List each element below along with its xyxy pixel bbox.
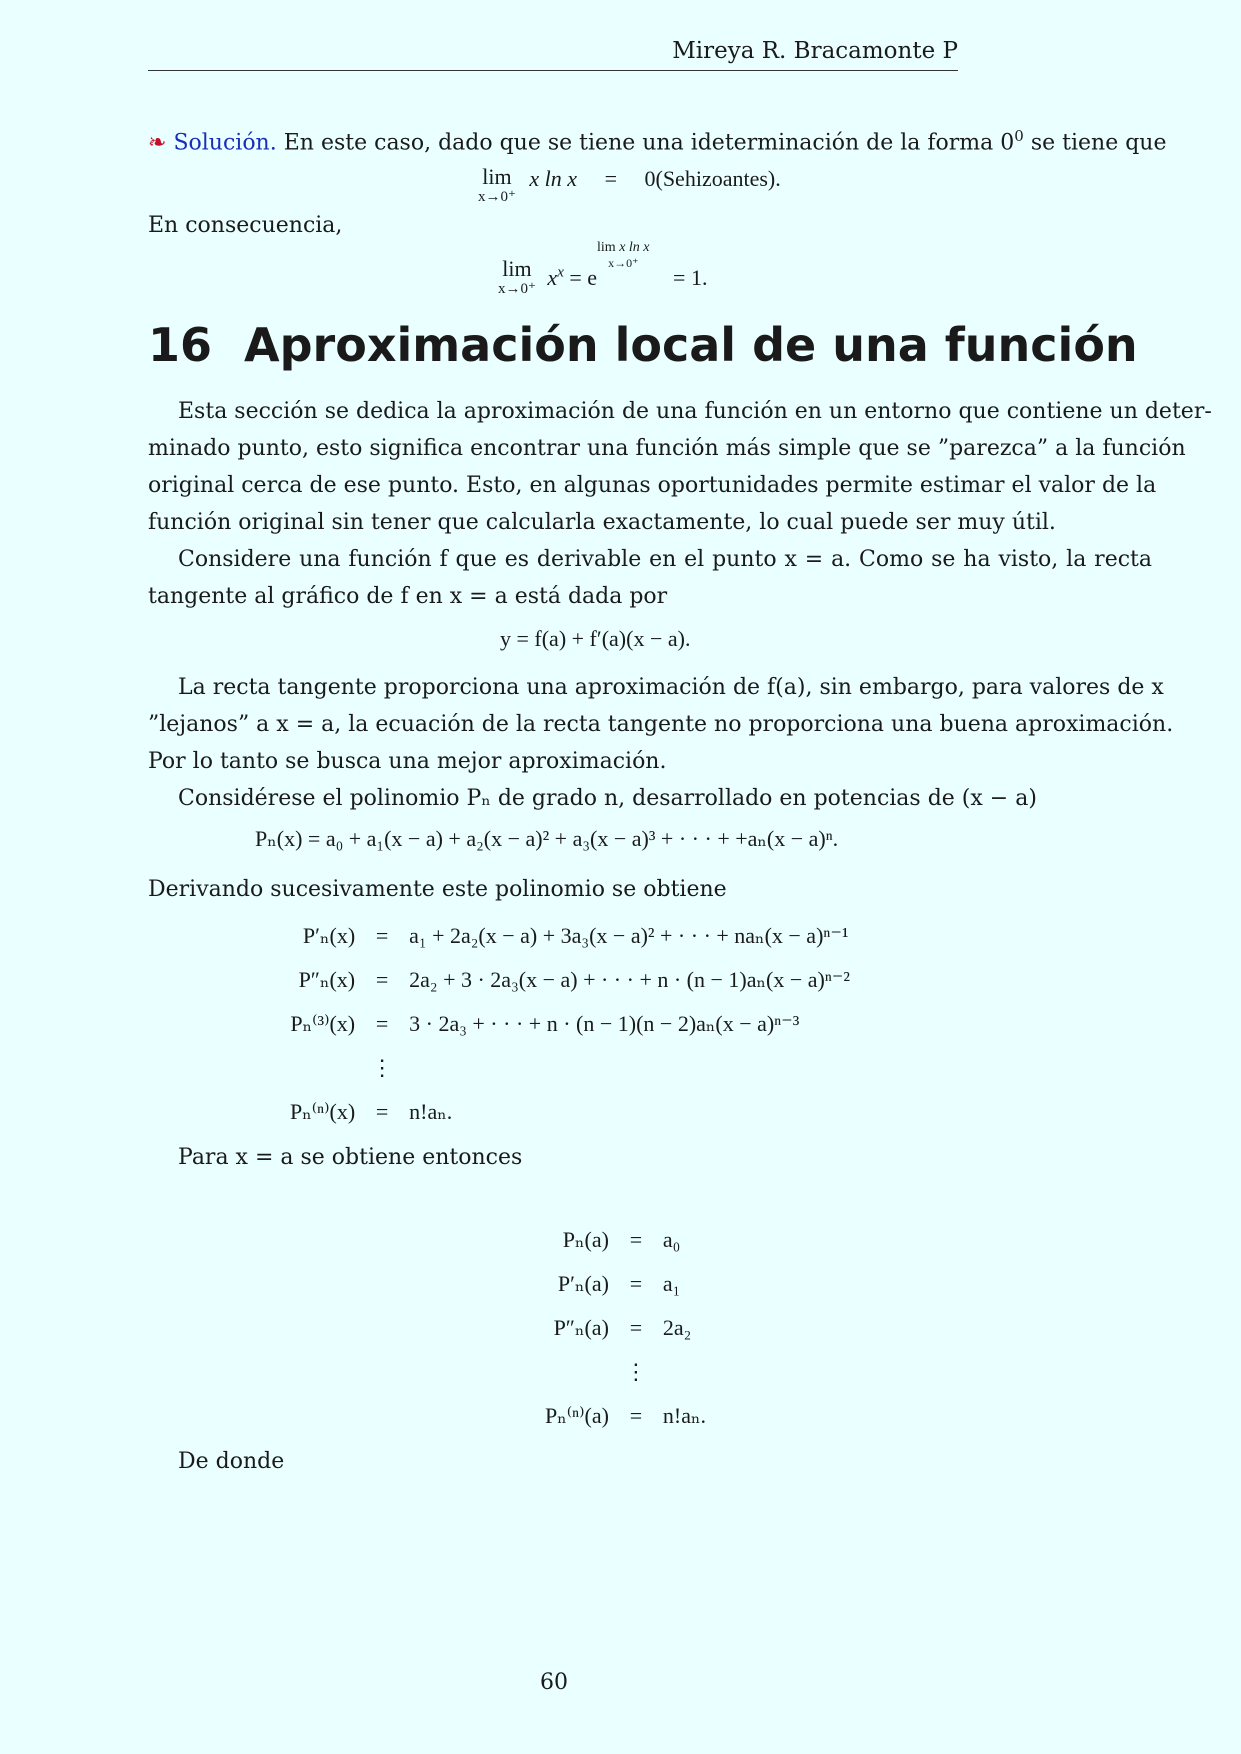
exp-sub: x→0⁺ (608, 256, 639, 270)
value-cell-left (545, 1350, 609, 1394)
value-cell-relation: = (629, 1271, 643, 1296)
eq2-exponent: x (557, 264, 564, 281)
paragraph-line: La recta tangente proporciona una aproximación de f(a), sin embargo, para valores de x (178, 675, 1164, 700)
value-cell-right: a₀ (662, 1227, 681, 1252)
value-cell-relation: ⋮ (624, 1359, 647, 1384)
fleuron-icon: ❧ (148, 130, 167, 156)
derivative-cell-right: 2a₂ + 3 · 2a₃(x − a) + · · · + n · (n − 1)aₙ(x − a)ⁿ⁻² (409, 967, 850, 992)
derivative-cell-relation: ⋮ (371, 1055, 394, 1080)
eq1-rhs: 0(Sehizoantes). (644, 166, 781, 191)
value-cell-relation: = (629, 1403, 643, 1428)
page-number: 60 (540, 1670, 568, 1695)
eq2-base: x (547, 265, 558, 290)
value-cell-right (663, 1350, 706, 1394)
eq2-mid: = e (569, 265, 598, 290)
value-row (545, 1350, 706, 1394)
equation-limit-xlnx (478, 166, 781, 205)
derivative-cell-right (409, 1046, 850, 1090)
value-cell-relation: = (629, 1227, 643, 1252)
derivative-cell-left: P″ₙ(x) (298, 967, 356, 992)
derivative-row (290, 1046, 850, 1090)
derivative-cell-left: Pₙ⁽³⁾(x) (290, 1011, 356, 1036)
exp-lim: lim (597, 240, 616, 255)
value-cell-left: Pₙ(a) (562, 1227, 609, 1252)
running-header: Mireya R. Bracamonte P (148, 38, 958, 71)
derivative-cell-relation: = (375, 923, 389, 948)
section-title: Aproximación local de una función (244, 318, 1138, 372)
derivative-row (290, 1090, 850, 1134)
paragraph-line: tangente al gráfico de f en x = a está dada por (148, 584, 668, 609)
derivative-cell-right: a₁ + 2a₂(x − a) + 3a₃(x − a)² + · · · + naₙ(x − a)ⁿ⁻¹ (409, 923, 849, 948)
derivative-row (290, 1002, 850, 1046)
derivative-cell-relation: = (375, 967, 389, 992)
lim-operator: lim (482, 164, 512, 189)
value-cell-left: Pₙ⁽ⁿ⁾(a) (545, 1403, 609, 1428)
solution-text-end: se tiene que (1023, 130, 1167, 156)
solution-line (148, 118, 1167, 161)
paragraph-line: Considere una función f que es derivable en el punto x = a. Como se ha visto, la recta (178, 547, 1152, 572)
derivative-cell-right: 3 · 2a₃ + · · · + n · (n − 1)(n − 2)aₙ(x − a)ⁿ⁻³ (409, 1011, 800, 1036)
paragraph-line: De donde (178, 1449, 285, 1474)
equation-limit-xx (498, 240, 708, 297)
paragraph-line: minado punto, esto significa encontrar una función más simple que se ”parezca” a la función (148, 436, 1186, 461)
value-cell-relation: = (629, 1315, 643, 1340)
value-cell-left: P′ₙ(a) (557, 1271, 609, 1296)
equation-tangent-line: y = f(a) + f′(a)(x − a). (500, 626, 691, 651)
exp-expr: x ln x (619, 240, 650, 255)
solution-label: Solución. (173, 130, 277, 156)
paragraph-line: Por lo tanto se busca una mejor aproximación. (148, 749, 667, 774)
derivative-cell-left: P′ₙ(x) (302, 923, 356, 948)
paragraph-line: Derivando sucesivamente este polinomio se obtiene (148, 877, 727, 902)
equation-polynomial: Pₙ(x) = a₀ + a₁(x − a) + a₂(x − a)² + a₃(x − a)³ + · · · + +aₙ(x − a)ⁿ. (255, 826, 839, 851)
derivative-cell-left (290, 1046, 355, 1090)
paragraph-line: Esta sección se dedica la aproximación de una función en un entorno que contiene un deter- (178, 399, 1212, 424)
value-row (545, 1394, 706, 1438)
section-heading (148, 318, 1138, 372)
paragraph-line: original cerca de ese punto. Esto, en algunas oportunidades permite estimar el valor de la (148, 473, 1157, 498)
value-cell-right: n!aₙ. (662, 1403, 707, 1428)
values-equation-array (545, 1218, 706, 1438)
derivatives-equation-array (290, 914, 850, 1134)
value-row (545, 1262, 706, 1306)
derivative-cell-right: n!aₙ. (409, 1099, 453, 1124)
lim-subscript: x→0⁺ (478, 189, 516, 205)
derivative-cell-relation: = (375, 1099, 389, 1124)
value-cell-right: a₁ (662, 1271, 681, 1296)
derivative-row (290, 958, 850, 1002)
paragraph-line: Para x = a se obtiene entonces (178, 1145, 523, 1170)
value-cell-right: 2a₂ (662, 1315, 692, 1340)
solution-text: En este caso, dado que se tiene una ideterminación de la forma 0 (283, 130, 1015, 156)
lim-subscript: x→0⁺ (498, 281, 536, 297)
eq1-equals: = (604, 166, 617, 191)
value-cell-left: P″ₙ(a) (553, 1315, 609, 1340)
solution-exponent: 0 (1014, 127, 1024, 145)
paragraph-line: función original sin tener que calcularla exactamente, lo cual puede ser muy útil. (148, 510, 1056, 535)
derivative-row (290, 914, 850, 958)
consequence-text: En consecuencia, (148, 213, 343, 238)
value-row (545, 1306, 706, 1350)
eq1-lhs: x ln x (529, 166, 578, 191)
derivative-cell-left: Pₙ⁽ⁿ⁾(x) (290, 1099, 356, 1124)
derivative-cell-relation: = (375, 1011, 389, 1036)
paragraph-line: Considérese el polinomio Pₙ de grado n, desarrollado en potencias de (x − a) (178, 786, 1037, 811)
section-number: 16 (148, 318, 213, 372)
eq2-end: = 1. (673, 265, 708, 290)
paragraph-line: ”lejanos” a x = a, la ecuación de la recta tangente no proporciona una buena aproximación. (148, 712, 1174, 737)
lim-operator: lim (502, 256, 532, 281)
value-row (545, 1218, 706, 1262)
